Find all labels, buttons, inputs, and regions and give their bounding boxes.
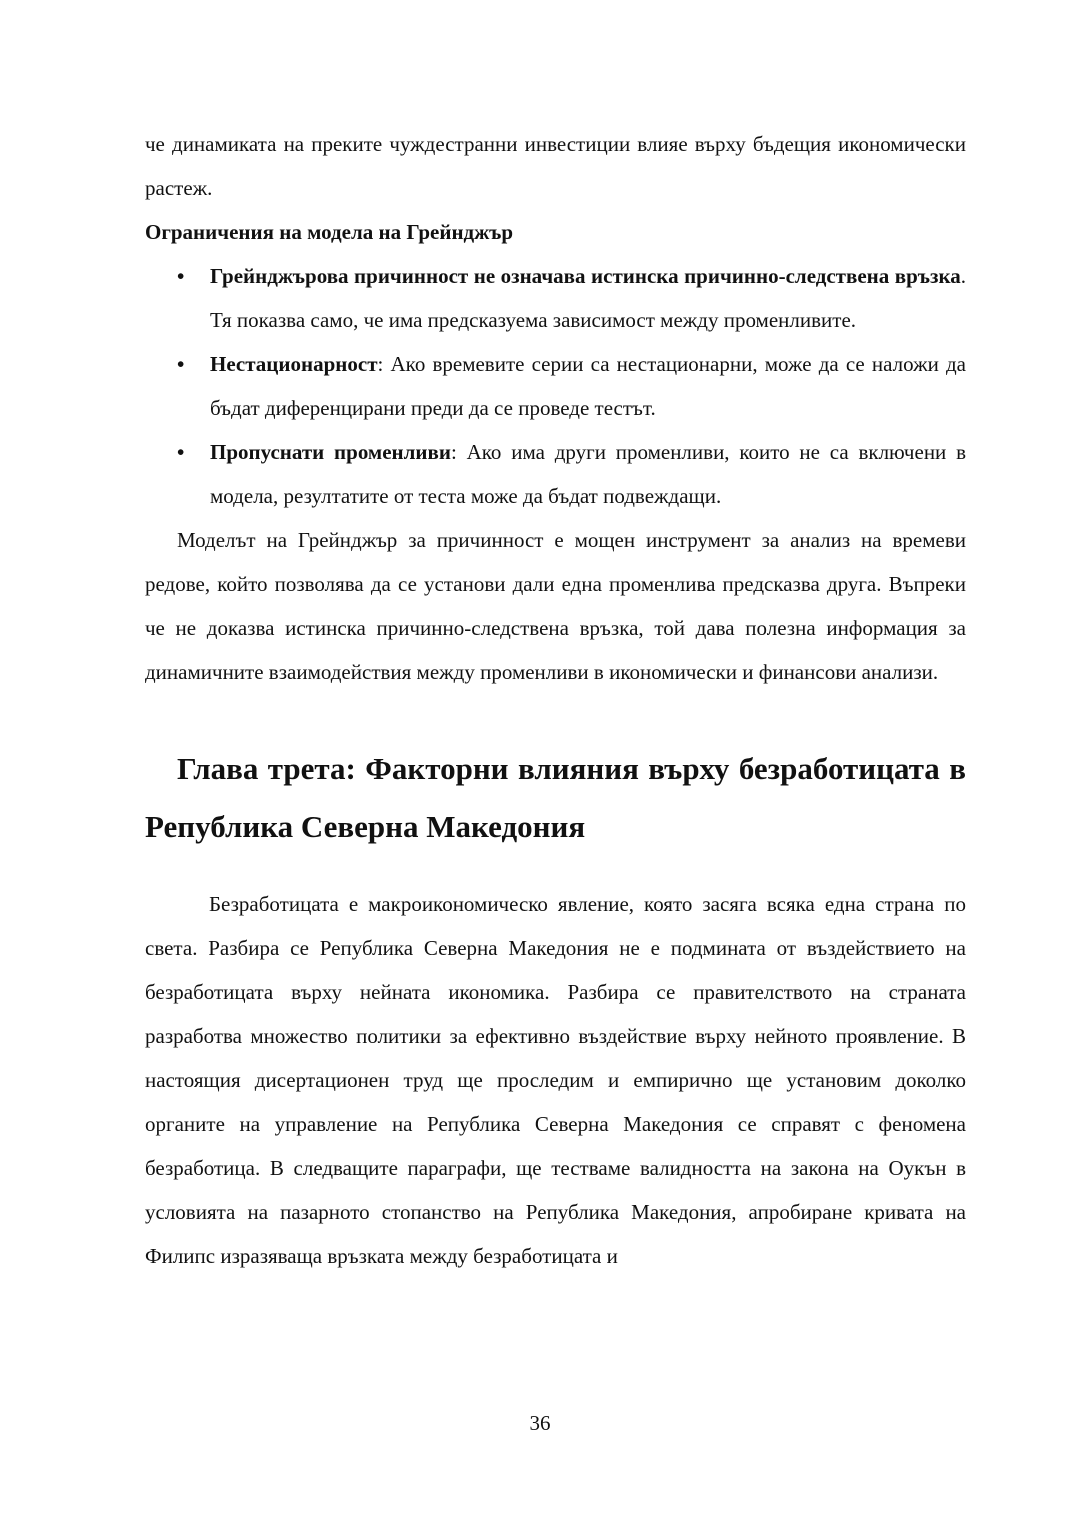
page-number: 36 bbox=[529, 1411, 551, 1435]
list-item-text: : Ако има други променливи, които не са включени в модела, резултатите от теста може да бъдат подвеждащи. bbox=[210, 440, 967, 508]
summary-paragraph: Моделът на Грейнджър за причинност е мощен инструмент за анализ на времеви редове, който позволява да се установи дали една променлива предсказва друга. Въпреки че не доказва истинска причинно-следствена връзка, той дава полезна информация за динамичните взаимодействия между променливи в икономически и финансови анализи. bbox=[145, 528, 966, 684]
page-content bbox=[145, 122, 966, 1278]
bullet-icon: • bbox=[177, 352, 185, 376]
list-item-term: Грейнджърова причинност не означава истинска причинно-следствена връзка bbox=[210, 264, 961, 288]
list-item-text: . Тя показва само, че има предсказуема зависимост между променливите. bbox=[210, 264, 966, 332]
list-item bbox=[145, 430, 966, 518]
bullet-icon: • bbox=[177, 264, 185, 288]
limitations-list bbox=[145, 254, 966, 518]
section-subheading: Ограничения на модела на Грейнджър bbox=[145, 220, 514, 244]
chapter-paragraph: Безработицата е макроикономическо явление, която засяга всяка една страна по света. Разбира се Република Северна Македония не е подмината от въздействието на безработицата върху нейната икономика. Разбира се правителството на страната разработва множество политики за ефективно въздействие върху нейното проявление. В настоящия дисертационен труд ще проследим и емпирично ще установим доколко органите на управление на Република Северна Македония се справят с феномена безработица. В следващите параграфи, ще тестваме валидността на закона на Оукън в условията на пазарното стопанство на Република Македония, апробиране кривата на Филипс изразяваща връзката между безработицата и bbox=[145, 892, 966, 1268]
list-item bbox=[145, 254, 966, 342]
list-item-text: : Ако времевите серии са нестационарни, може да се наложи да бъдат диференцирани преди да се проведе тестът. bbox=[210, 352, 966, 420]
intro-paragraph: че динамиката на преките чуждестранни инвестиции влияе върху бъдещия икономически растеж. bbox=[145, 132, 966, 200]
bullet-icon: • bbox=[177, 440, 185, 464]
list-item-term: Нестационарност bbox=[210, 352, 378, 376]
list-item bbox=[145, 342, 966, 430]
chapter-title: Глава трета: Факторни влияния върху безработицата в Република Северна Македония bbox=[145, 751, 966, 844]
list-item-term: Пропуснати променливи bbox=[210, 440, 451, 464]
